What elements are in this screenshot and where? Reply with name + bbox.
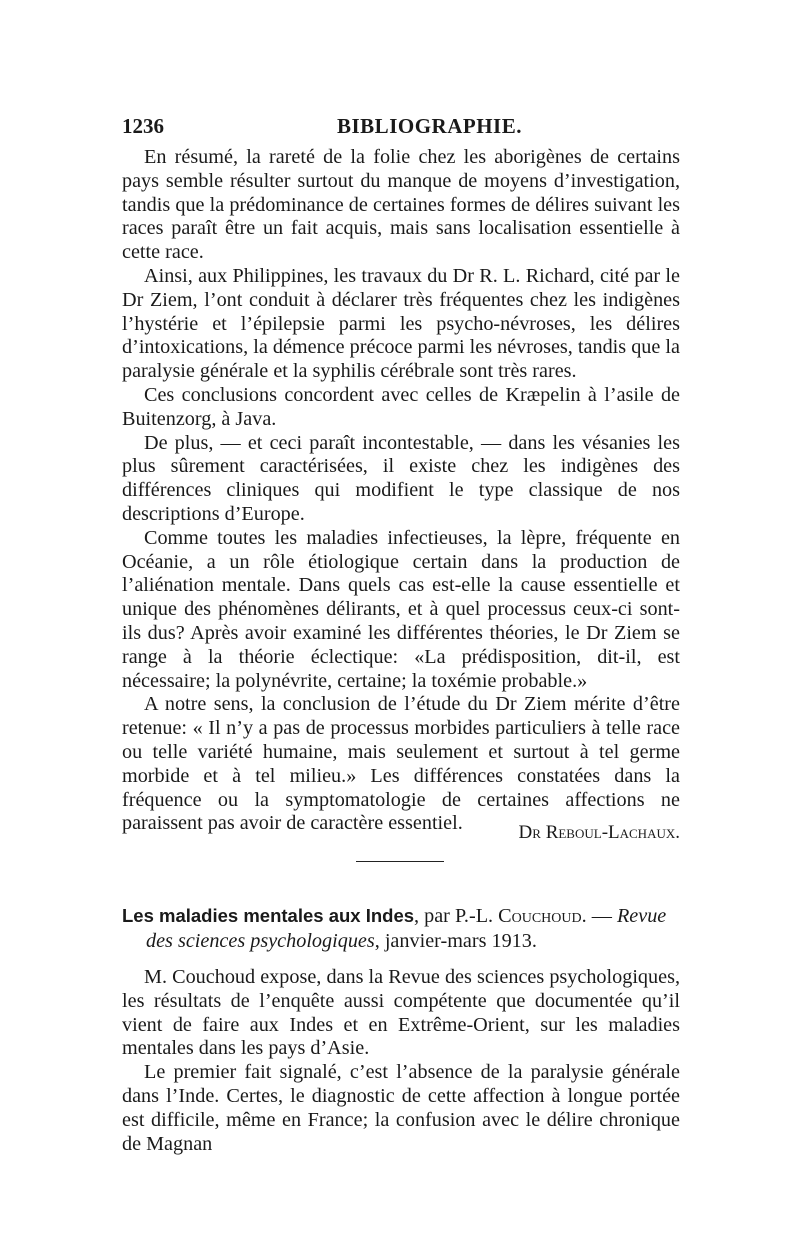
review-body-2 bbox=[122, 966, 680, 1156]
paragraph: En résumé, la rareté de la folie chez les aborigènes de certains pays semble résulter surtout du manque de moyens d’investigation, tandis que la prédominance de certaines formes de délires suivant les races paraît être un fait acquis, mais sans localisation essentielle à cette race. bbox=[122, 146, 680, 264]
review-signature bbox=[480, 822, 680, 844]
section-divider bbox=[356, 861, 444, 862]
entry-title: Les maladies mentales aux Indes bbox=[122, 905, 415, 926]
paragraph: Ces conclusions concordent avec celles de Kræpelin à l’asile de Buitenzorg, à Java. bbox=[122, 383, 680, 430]
page-number: 1236 bbox=[122, 114, 164, 138]
entry-author-prefix: , par P.-L. bbox=[414, 905, 499, 927]
paragraph: De plus, — et ceci paraît incontestable, — dans les vésanies les plus sûrement caractérisées, il existe chez les indigènes des différences cliniques qui modifient le type classique de nos descriptions d’Europe. bbox=[122, 431, 680, 525]
signature-text: Dr Reboul-Lachaux. bbox=[518, 822, 680, 843]
bibliographic-entry bbox=[122, 903, 680, 954]
paragraph: Comme toutes les maladies infectieuses, la lèpre, fréquente en Océanie, a un rôle étiologique certain dans la production de l’aliénation mentale. Dans quels cas est-elle la cause essentielle et unique des phénomènes délirants, et à quel processus ceux-ci sont-ils dus? Après avoir examiné les différentes théories, le Dr Ziem se range à la théorie éclectique: «La prédisposition, dit-il, est nécessaire; la polynévrite, certaine; la toxémie probable.» bbox=[122, 526, 680, 692]
running-header bbox=[122, 114, 680, 144]
paragraph: M. Couchoud expose, dans la Revue des sciences psychologiques, les résultats de l’enquête aussi compétente que documentée qu’il vient de faire aux Indes et en Extrême-Orient, sur les maladies mentales dans les pays d’Asie. bbox=[122, 966, 680, 1060]
review-body bbox=[122, 146, 680, 836]
entry-date: , janvier-mars 1913. bbox=[374, 930, 537, 952]
paragraph: Le premier fait signalé, c’est l’absence de la paralysie générale dans l’Inde. Certes, le diagnostic de cette affection à longue portée est difficile, même en France; la confusion avec le délire chronique de Magnan bbox=[122, 1061, 680, 1155]
running-title: BIBLIOGRAPHIE. bbox=[337, 114, 522, 138]
entry-dash: . — bbox=[581, 905, 617, 927]
paragraph: A notre sens, la conclusion de l’étude du Dr Ziem mérite d’être retenue: « Il n’y a pas de processus morbides particuliers à telle race ou telle variété humaine, mais seulement et surtout à tel germe morbide et à tel milieu.» Les différences constatées dans la fréquence ou la symptomatologie de certaines affections ne paraissent pas avoir de caractère essentiel. bbox=[122, 693, 680, 835]
entry-author: Couchoud bbox=[498, 905, 582, 927]
entry-journal: Revue des sciences psychologiques bbox=[146, 905, 667, 952]
paragraph: Ainsi, aux Philippines, les travaux du Dr R. L. Richard, cité par le Dr Ziem, l’ont conduit à déclarer très fréquentes chez les indigènes l’hystérie et l’épilepsie parmi les psycho-névroses, les délires d’intoxications, la démence précoce parmi les névroses, tandis que la paralysie générale et la syphilis cérébrale sont très rares. bbox=[122, 264, 680, 383]
